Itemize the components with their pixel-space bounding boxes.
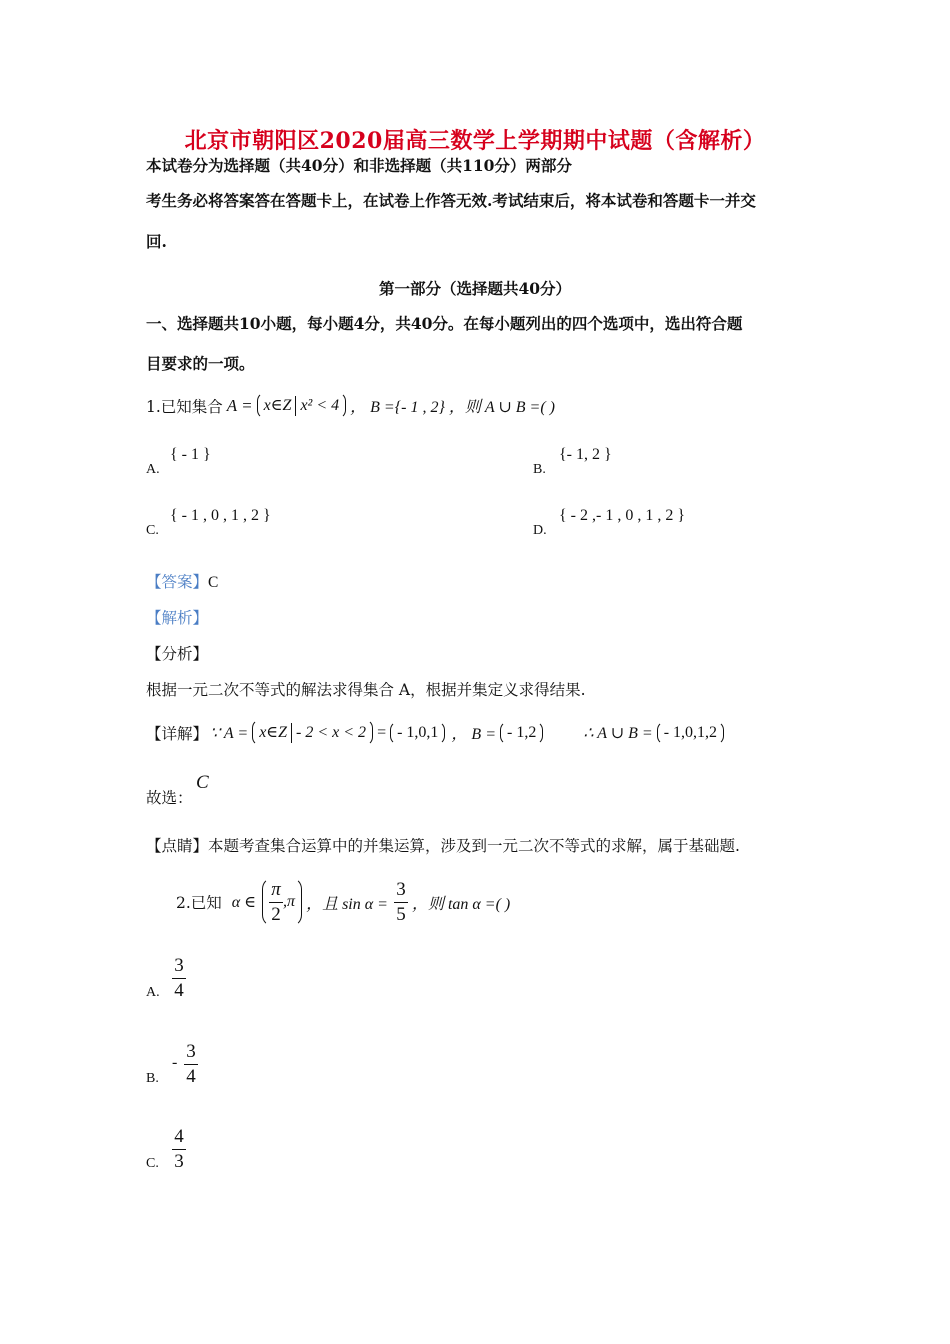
interval-fraction (269, 880, 283, 925)
set-a-lhs: A = (226, 395, 253, 415)
then-tan: ，则 tan α =( ) (411, 895, 511, 913)
answer-value: C (208, 574, 219, 591)
q2-option-c-den: 3 (174, 1150, 184, 1172)
q1-option-d-letter: D. (533, 523, 547, 538)
q2-option-b-fraction (184, 1042, 198, 1087)
q2-option-b-sign: - (172, 1054, 178, 1071)
part-heading: 第一部分（选择题共40分） (378, 279, 572, 298)
detail-therefore: ∴ A ∪ B = (583, 724, 653, 742)
q1-option-a-letter: A. (146, 462, 160, 477)
q2-option-b-letter: B. (146, 1071, 159, 1086)
and-sin: ，且 sin α = (306, 895, 388, 913)
fraction-bar (269, 902, 283, 903)
sin-den: 5 (396, 903, 406, 925)
detail-b: ， B = (451, 726, 496, 744)
detail-set-1-left: x∈Z (259, 724, 288, 741)
analysis-text: 根据一元二次不等式的解法求得集合 A，根据并集定义求得结果. (146, 681, 586, 699)
alpha-in: α ∈ (231, 894, 257, 911)
detail-set-4: - 1,0,1,2 (657, 721, 724, 745)
detail-set-1 (252, 719, 373, 746)
section-line-1: 一、选择题共10小题，每小题4分，共40分。在每小题列出的四个选项中，选出符合题 (146, 314, 743, 333)
detail-line (146, 719, 724, 746)
q1-option-b-value: {- 1, 2 } (559, 446, 612, 463)
choose-label: 故选： (146, 789, 193, 807)
q2-option-c-num: 4 (174, 1126, 184, 1147)
fraction-bar (184, 1064, 198, 1065)
set-b-text: ， B ={- 1 , 2} ，则 A ∪ B =( ) (350, 399, 555, 417)
detail-label: 【详解】 (146, 724, 209, 743)
fraction-bar (172, 978, 186, 979)
q2-option-a-den: 4 (174, 979, 184, 1001)
q1-option-c-letter: C. (146, 523, 159, 538)
q1-option-c-value: { - 1 , 0 , 1 , 2 } (170, 507, 271, 524)
detail-set-2: - 1,0,1 (390, 721, 445, 745)
fraction-bar (394, 902, 408, 903)
interval-num: π (271, 878, 281, 900)
q2-option-a-fraction (172, 956, 186, 1001)
set-a-cond-left: x∈Z (263, 397, 292, 414)
analysis-label: 【分析】 (146, 645, 209, 663)
question-2-prefix: 2.已知 (176, 894, 222, 912)
question-2-stem (176, 872, 510, 932)
set-a-cond-right: x² < 4 (300, 397, 340, 414)
q2-option-b-den: 4 (186, 1065, 196, 1087)
set-divider (295, 396, 296, 416)
explain-label: 【解析】 (146, 609, 209, 627)
fraction-bar (172, 1149, 186, 1150)
set-a-builder (257, 392, 347, 419)
comment-line (146, 834, 740, 856)
detail-math-1: ∵ A = (210, 724, 249, 742)
answer-line (146, 570, 218, 592)
q2-option-a-num: 3 (174, 955, 184, 976)
intro-line-3: 回. (146, 232, 167, 251)
q2-option-c-letter: C. (146, 1156, 159, 1171)
q1-option-a-value: { - 1 } (170, 446, 211, 463)
interval-right: ,π (283, 893, 296, 910)
question-1-prefix: 1.已知集合 (146, 397, 223, 416)
document-title: 北京市朝阳区2020届高三数学上学期期中试题（含解析） (184, 128, 766, 154)
interval-den: 2 (271, 903, 281, 925)
sin-num: 3 (396, 878, 406, 900)
section-line-2: 目要求的一项。 (146, 354, 255, 373)
choose-value: C (196, 772, 209, 793)
intro-line-1: 本试卷分为选择题（共40分）和非选择题（共110分）两部分 (146, 156, 572, 175)
comment-label: 【点睛】 (146, 837, 209, 855)
q1-option-b-letter: B. (533, 462, 546, 477)
q2-option-b-num: 3 (186, 1041, 196, 1062)
answer-label: 【答案】 (146, 573, 209, 591)
comment-text: 本题考查集合运算中的并集运算，涉及到一元二次不等式的求解，属于基础题. (208, 837, 740, 855)
detail-set-1-right: - 2 < x < 2 (296, 724, 367, 741)
intro-line-2: 考生务必将答案答在答题卡上，在试卷上作答无效.考试结束后，将本试卷和答题卡一并交 (146, 191, 756, 210)
q1-option-d-value: { - 2 ,- 1 , 0 , 1 , 2 } (559, 507, 686, 524)
q2-option-c-fraction (172, 1127, 186, 1172)
detail-set-divider (291, 723, 292, 743)
detail-eq: = (377, 723, 387, 741)
question-1-stem (146, 392, 555, 419)
detail-set-3: - 1,2 (500, 721, 543, 745)
sin-fraction (394, 880, 408, 925)
interval (262, 877, 302, 928)
q2-option-a-letter: A. (146, 985, 160, 1000)
